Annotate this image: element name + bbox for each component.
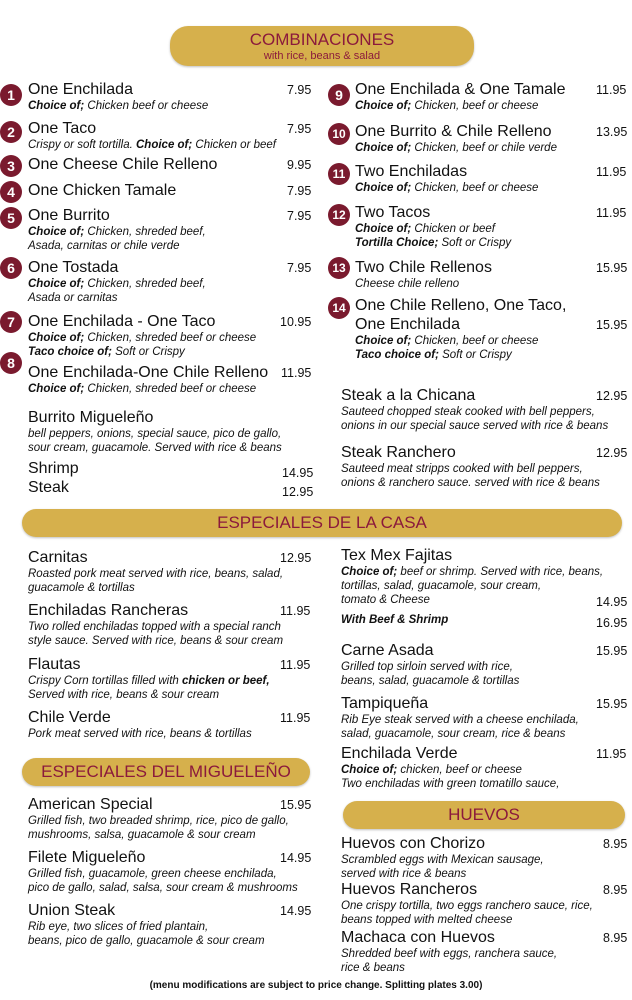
item-desc: Chicken, beef or cheese [411, 182, 539, 194]
item-desc: Soft or Crispy [438, 349, 512, 361]
section-title: ESPECIALES DE LA CASA [217, 513, 427, 532]
item-name: One Taco [28, 120, 97, 137]
item-price: 8.95 [603, 837, 628, 851]
menu-item-machaca-con-huevos [341, 928, 557, 975]
item-desc: Pork meat served with rice, beans & tortillas [28, 728, 252, 740]
menu-item-tampiquena [341, 694, 579, 741]
item-price: 12.95 [280, 551, 312, 565]
combo-number-badge: 10 [328, 123, 350, 145]
item-name: Steak Ranchero [341, 444, 456, 461]
item-desc-bold: Choice of; [28, 383, 85, 395]
item-price: 9.95 [287, 158, 312, 172]
item-desc: Asada, carnitas or chile verde [28, 240, 180, 252]
item-price: 15.95 [596, 644, 628, 658]
item-desc: Chicken, shreded beef or cheese [84, 383, 257, 395]
item-desc: Chicken, shreded beef, [84, 226, 206, 238]
item-desc: Two rolled enchiladas topped with a special ranch [28, 621, 281, 633]
item-name: One Chicken Tamale [28, 182, 177, 199]
item-desc-bold: Choice of; [28, 100, 85, 112]
item-name: Enchilada Verde [341, 745, 458, 762]
item-name: Steak a la Chicana [341, 387, 476, 404]
item-desc: Shredded beef with eggs, ranchera sauce, [341, 948, 558, 960]
item-price: 11.95 [596, 206, 627, 220]
item-price: 7.95 [287, 122, 312, 136]
combo-number-badge: 9 [328, 84, 350, 106]
item-name: One Tostada [28, 259, 119, 276]
item-price: 11.95 [280, 711, 311, 725]
combo-number-badge: 4 [0, 181, 22, 203]
item-price: 11.95 [281, 366, 312, 380]
menu-item-union-steak [28, 901, 265, 948]
burrito-migueleno [28, 408, 282, 497]
item-desc: Grilled fish, two breaded shrimp, rice, pico de gallo, [28, 815, 289, 827]
combo-number-badge: 12 [328, 204, 350, 226]
item-desc: Soft or Crispy [438, 237, 512, 249]
item-price: 11.95 [280, 604, 311, 618]
combo-number-badge: 11 [328, 163, 350, 185]
item-desc: Soft or Crispy [111, 346, 185, 358]
item-price: 14.95 [596, 595, 628, 609]
menu-item-huevos-con-chorizo [341, 834, 544, 881]
item-desc: Chicken beef or cheese [84, 100, 209, 112]
item-name: One Chile Relleno, One Taco, [355, 297, 567, 314]
item-price: 11.95 [596, 83, 627, 97]
combo-number-badge: 5 [0, 207, 22, 229]
item-desc-bold: chicken or beef, [182, 675, 270, 687]
item-desc: salad, guacamole, sour cream, rice & beans [341, 728, 566, 740]
item-desc: beans topped with melted cheese [341, 914, 513, 926]
item-desc: Grilled fish, guacamole, green cheese enchilada, [28, 868, 277, 880]
item-desc: Sauteed meat stripps cooked with bell peppers, [341, 463, 583, 475]
menu-item-carnitas [28, 548, 283, 595]
item-name: One Burrito [28, 207, 110, 224]
combo-number-badge: 13 [328, 257, 350, 279]
item-price: 11.95 [596, 165, 627, 179]
item-desc: beans, pico de gallo, guacamole & sour cream [28, 935, 265, 947]
item-desc: One crispy tortilla, two eggs ranchero sauce, rice, [341, 900, 593, 912]
item-name: Burrito Migueleño [28, 409, 154, 426]
combo-number-badge: 6 [0, 257, 22, 279]
item-desc: Rib Eye steak served with a cheese enchilada, [341, 714, 579, 726]
item-name: Tex Mex Fajitas [341, 547, 453, 564]
item-desc-bold: Taco choice of; [28, 346, 112, 358]
item-price: 7.95 [287, 184, 312, 198]
item-desc: beef or shrimp. Served with rice, beans, [397, 566, 604, 578]
item-desc: mushrooms, salsa, guacamole & sour cream [28, 829, 256, 841]
item-price: 7.95 [287, 209, 312, 223]
menu-item-fajitas [341, 546, 603, 627]
item-desc: Two enchiladas with green tomatillo sauce, [341, 778, 560, 790]
item-name: Chile Verde [28, 709, 111, 726]
item-price: 12.95 [282, 485, 314, 499]
item-desc: beans, salad, guacamole & tortillas [341, 675, 520, 687]
item-desc-bold: Choice of; [355, 223, 412, 235]
item-desc-bold: Choice of; [28, 332, 85, 344]
item-desc: Sauteed chopped steak cooked with bell peppers, [341, 406, 595, 418]
section-subtitle: with rice, beans & salad [263, 50, 381, 62]
item-desc: Served with rice, beans & sour cream [28, 689, 220, 701]
item-desc: pico de gallo, salad, salsa, sour cream & mushrooms [28, 882, 298, 894]
section-title: HUEVOS [448, 805, 520, 824]
item-desc-bold: Taco choice of; [355, 349, 439, 361]
item-desc: Grilled top sirloin served with rice, [341, 661, 513, 673]
steak-ranchero [341, 443, 600, 490]
item-price: 15.95 [596, 697, 628, 711]
item-desc: Crispy or soft tortilla. [28, 139, 136, 151]
item-desc-bold: Choice of; [341, 764, 398, 776]
item-price: 12.95 [596, 446, 628, 460]
combo-number-badge: 2 [0, 121, 22, 143]
item-option-shrimp: Shrimp [28, 460, 79, 477]
item-price: 15.95 [596, 318, 628, 332]
menu-item-american-special [28, 795, 289, 842]
section-title: COMBINACIONES [249, 30, 395, 49]
item-desc: onions in our special sauce served with rice & beans [341, 420, 609, 432]
item-desc: Chicken or beef [411, 223, 495, 235]
item-name: One Burrito & Chile Relleno [355, 123, 552, 140]
item-name: Enchiladas Rancheras [28, 602, 189, 619]
menu-item-carne-asada [341, 641, 519, 688]
item-price: 15.95 [280, 798, 312, 812]
item-name: Carnitas [28, 549, 88, 566]
item-desc-bold: Choice of; [28, 226, 85, 238]
combo-number-badge: 8 [0, 352, 22, 374]
item-desc: chicken, beef or cheese [397, 764, 522, 776]
item-name: American Special [28, 796, 153, 813]
item-name: Two Chile Rellenos [355, 259, 492, 276]
item-price: 12.95 [596, 389, 628, 403]
item-price: 13.95 [596, 125, 628, 139]
item-price: 10.95 [280, 315, 312, 329]
especiales-casa-banner [22, 509, 622, 537]
huevos-banner [343, 801, 625, 829]
menu-item-flautas [28, 655, 270, 702]
item-name: Two Tacos [355, 204, 431, 221]
item-desc-bold: Tortilla Choice; [355, 237, 439, 249]
item-price: 15.95 [596, 261, 628, 275]
section-title: ESPECIALES DEL MIGUELEÑO [41, 762, 291, 781]
item-name: One Enchilada - One Taco [28, 313, 216, 330]
item-desc: tortillas, salad, guacamole, sour cream, [341, 580, 542, 592]
item-desc-bold: Choice of; [28, 278, 85, 290]
item-price: 16.95 [596, 616, 628, 630]
item-desc-bold: Choice of; [355, 142, 412, 154]
item-name: One Enchilada & One Tamale [355, 81, 566, 98]
item-desc: Asada or carnitas [28, 292, 118, 304]
item-price: 8.95 [603, 883, 628, 897]
item-name: Carne Asada [341, 642, 434, 659]
item-name: Union Steak [28, 902, 116, 919]
item-desc-bold: Choice of; [355, 182, 412, 194]
item-desc: Cheese chile relleno [355, 278, 460, 290]
combo-number-badge: 1 [0, 84, 22, 106]
item-desc: Chicken, beef or cheese [411, 100, 539, 112]
item-desc: sour cream, guacamole. Served with rice & beans [28, 442, 282, 454]
item-desc: Scrambled eggs with Mexican sausage, [341, 854, 544, 866]
steak-a-la-chicana [341, 386, 608, 433]
item-name: Huevos con Chorizo [341, 835, 486, 852]
menu-item-enchilada-verde [341, 744, 559, 791]
especiales-migueleno-banner [22, 758, 310, 786]
item-desc-bold: Choice of; [355, 100, 412, 112]
item-desc: onions & ranchero sauce. served with rice & beans [341, 477, 600, 489]
item-desc: Chicken, beef or chile verde [411, 142, 557, 154]
item-price: 8.95 [603, 931, 628, 945]
item-desc: Chicken, shreded beef, [84, 278, 206, 290]
item-desc: Chicken or beef [192, 139, 276, 151]
item-price: 14.95 [282, 466, 314, 480]
item-name: Two Enchiladas [355, 163, 468, 180]
item-desc: Crispy Corn tortillas filled with [28, 675, 183, 687]
combo-number-badge: 14 [328, 297, 350, 319]
item-price: 11.95 [596, 747, 627, 761]
item-name: Filete Migueleño [28, 849, 146, 866]
item-option-combo: With Beef & Shrimp [341, 614, 449, 626]
item-desc: Chicken, beef or cheese [411, 335, 539, 347]
menu-item-chile-verde [28, 708, 252, 741]
item-name: One Cheese Chile Relleno [28, 156, 218, 173]
item-desc: bell peppers, onions, special sauce, pico de gallo, [28, 428, 282, 440]
item-desc-bold: Choice of; [341, 566, 398, 578]
item-desc: Chicken, shreded beef or cheese [84, 332, 257, 344]
item-name: Tampiqueña [341, 695, 429, 712]
item-desc: rice & beans [341, 962, 405, 974]
item-desc-bold: Choice of; [136, 139, 193, 151]
combo-number-badge: 3 [0, 155, 22, 177]
menu-item-huevos-rancheros [341, 880, 593, 927]
item-name: Flautas [28, 656, 81, 673]
item-price: 11.95 [280, 658, 311, 672]
item-desc: style sauce. Served with rice, beans & sour cream [28, 635, 284, 647]
item-desc: tomato & Cheese [341, 594, 430, 606]
item-desc: Rib eye, two slices of fried plantain, [28, 921, 209, 933]
item-desc-bold: Choice of; [355, 335, 412, 347]
menu-item-filete-migueleno [28, 848, 298, 895]
combo-number-badge: 7 [0, 311, 22, 333]
item-name: Machaca con Huevos [341, 929, 495, 946]
item-price: 7.95 [287, 83, 312, 97]
menu-item-enchiladas-rancheras [28, 601, 283, 648]
item-name: One Enchilada [28, 81, 133, 98]
item-desc: Roasted pork meat served with rice, beans, salad, [28, 568, 284, 580]
item-option-steak: Steak [28, 479, 69, 496]
item-name-line2: One Enchilada [355, 316, 460, 333]
item-desc: guacamole & tortillas [28, 582, 135, 594]
item-price: 7.95 [287, 261, 312, 275]
item-desc: served with rice & beans [341, 868, 467, 880]
item-name: One Enchilada-One Chile Relleno [28, 364, 269, 381]
footer-note: (menu modifications are subject to price change. Splitting plates 3.00) [149, 980, 483, 991]
combinaciones-banner [170, 26, 474, 66]
item-price: 14.95 [280, 851, 312, 865]
item-name: Huevos Rancheros [341, 881, 478, 898]
item-price: 14.95 [280, 904, 312, 918]
